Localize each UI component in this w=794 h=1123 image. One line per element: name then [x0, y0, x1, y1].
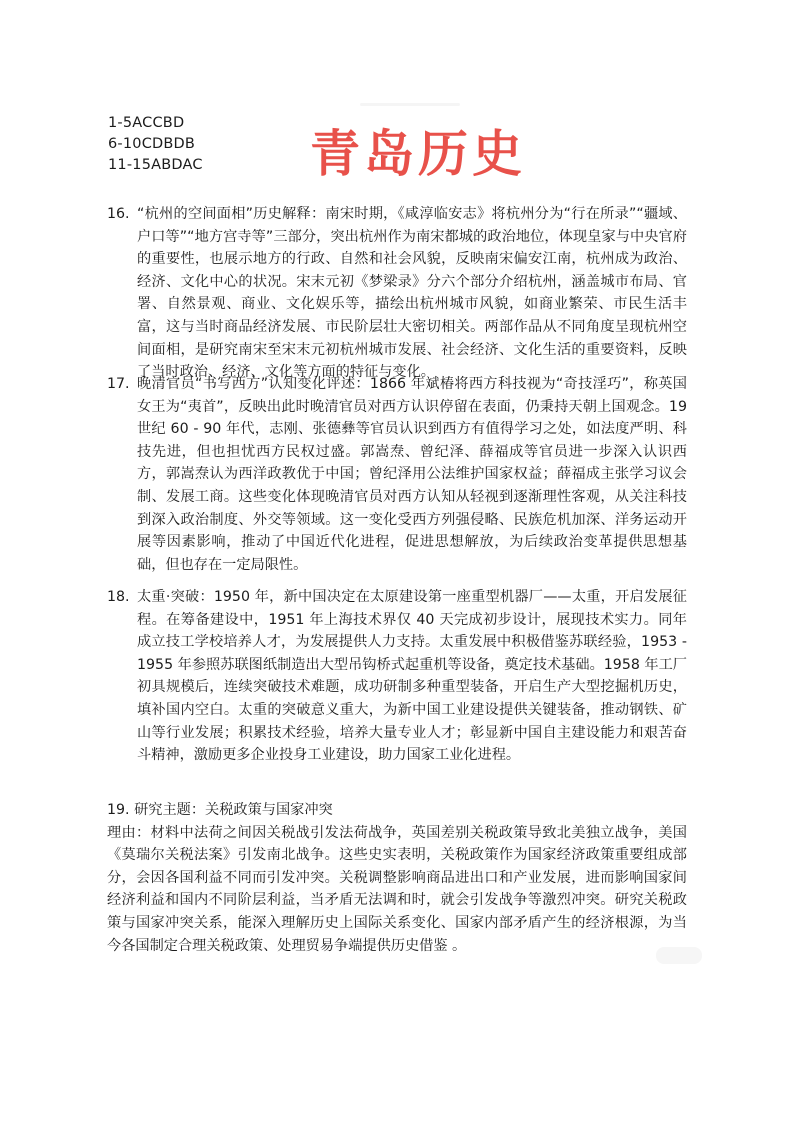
question-18 — [107, 586, 687, 767]
page-title: 青岛历史 — [310, 125, 526, 183]
answer-line-2: 6-10CDBDB — [108, 136, 196, 152]
question-number: 16. — [107, 206, 130, 222]
question-19 — [107, 799, 687, 957]
watermark — [656, 947, 702, 964]
question-17 — [107, 373, 687, 576]
question-answer-text: 太重·突破：1950 年，新中国决定在太原建设第一座重型机器厂——太重，开启发展征程。在筹备建设中，1951 年上海技术界仅 40 天完成初步设计，展现技术实力。同年成立技工学校培养人才，为发展提供人力支持。太重发展中积极借鉴苏联经验，1953 - 1955 年参照苏联图纸制造出大型吊钩桥式起重机等设备，奠定技术基础。1958 年工厂初具规模后，连续突破技术难题，成功研制多种重型装备，开启生产大型挖掘机历史，填补国内空白。太重的突破意义重大，为新中国工业建设提供关键装备，推动钢铁、矿山等行业发展；积累技术经验，培养大量专业人才；彰显新中国自主建设能力和艰苦奋斗精神，激励更多企业投身工业建设，助力国家工业化进程。 — [137, 589, 687, 764]
question-number: 17. — [107, 376, 130, 392]
answer-key — [108, 113, 203, 176]
question-16 — [107, 203, 687, 384]
question-number: 18. — [107, 589, 130, 605]
question-answer-text: “杭州的空间面相”历史解释：南宋时期，《咸淳临安志》将杭州分为“行在所录”“疆域、户口等”“地方宫寺等”三部分，突出杭州作为南宋都城的政治地位，体现皇家与中央官府的重要性，也展示地方的行政、自然和社会风貌，反映南宋偏安江南，杭州成为政治、经济、文化中心的状况。宋末元初《梦梁录》分六个部分介绍杭州，涵盖城市布局、官署、自然景观、商业、文化娱乐等，描绘出杭州城市风貌，如商业繁荣、市民生活丰富，这与当时商品经济发展、市民阶层壮大密切相关。两部作品从不同角度呈现杭州空间面相，是研究南宋至宋末元初杭州城市发展、社会经济、文化生活的重要资料，反映了当时政治、经济、文化等方面的特征与变化。 — [137, 206, 687, 381]
question-answer-text: 晚清官员“书写西方”认知变化评述：1866 年斌椿将西方科技视为“奇技淫巧”，称英国女王为“夷首”，反映出此时晚清官员对西方认识停留在表面，仍秉持天朝上国观念。19 世纪 60 - 90 年代，志刚、张德彝等官员认识到西方有值得学习之处，如法度严明、科技先进，但也担忧西方民权过盛。郭嵩焘、曾纪泽、薛福成等官员进一步深入认识西方，郭嵩焘认为西洋政教优于中国；曾纪泽用公法维护国家权益；薛福成主张学习议会制、发展工商。这些变化体现晚清官员对西方认知从轻视到逐渐理性客观，从关注科技到深入政治制度、外交等领域。这一变化受西方列强侵略、民族危机加深、洋务运动开展等因素影响，推动了中国近代化进程，促进思想解放，为后续政治变革提供思想基础，但也存在一定局限性。 — [137, 376, 687, 573]
answer-line-1: 1-5ACCBD — [108, 115, 185, 131]
faint-mark — [360, 103, 460, 106]
question-19-heading: 19. 研究主题：关税政策与国家冲突 — [107, 802, 333, 818]
answer-line-3: 11-15ABDAC — [108, 157, 203, 173]
question-19-reason: 理由：材料中法荷之间因关税战引发法荷战争，英国差别关税政策导致北美独立战争，美国《莫瑞尔关税法案》引发南北战争。这些史实表明，关税政策作为国家经济政策重要组成部分，会因各国利益不同而引发冲突。关税调整影响商品进出口和产业发展，进而影响国家间经济利益和国内不同阶层利益，当矛盾无法调和时，就会引发战争等激烈冲突。研究关税政策与国家冲突关系，能深入理解历史上国际关系变化、国家内部矛盾产生的经济根源，为当今各国制定合理关税政策、处理贸易争端提供历史借鉴 。 — [107, 824, 687, 954]
